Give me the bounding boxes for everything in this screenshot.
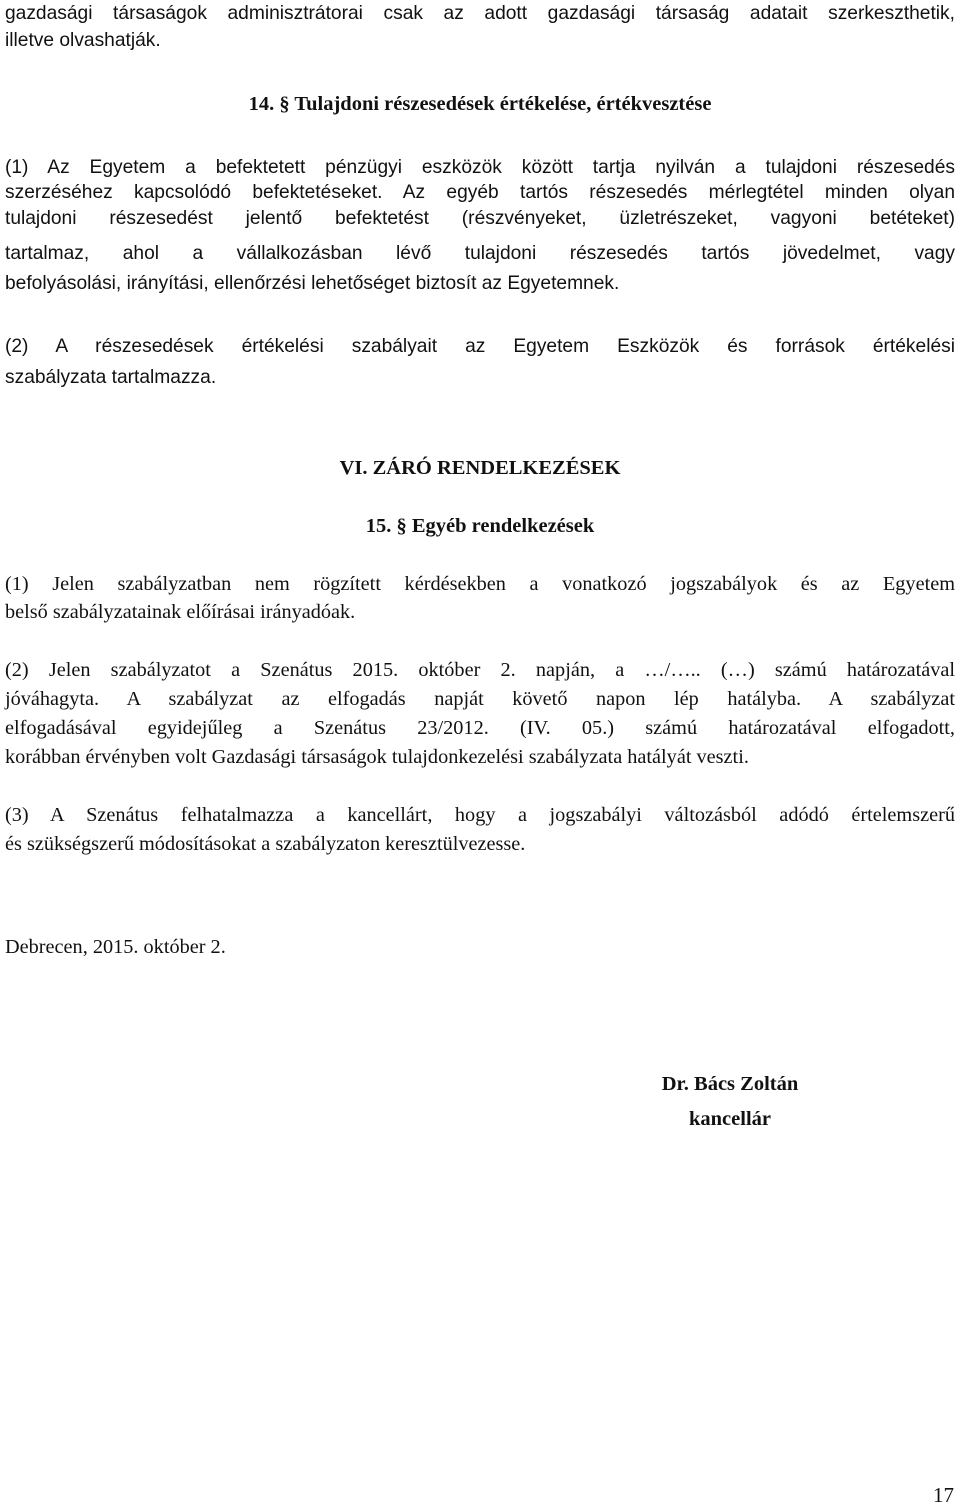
signatory-title: kancellár	[689, 1108, 771, 1130]
section-14-para-1-line-3: tulajdoni részesedést jelentő befektetést (részvényeket, üzletrészeket, vagyoni betéteket)	[5, 208, 955, 229]
section-14-para-1-line-4: tartalmaz, ahol a vállalkozásban lévő tulajdoni részesedés tartós jövedelmet, vagy	[5, 243, 955, 264]
section-14-para-2-line-1: (2) A részesedések értékelési szabályait az Egyetem Eszközök és források értékelési	[5, 336, 955, 357]
page-number: 17	[933, 1483, 954, 1507]
section-14-para-1-line-2: szerzéséhez kapcsolódó befektetéseket. Az egyéb tartós részesedés mérlegtétel minden olyan	[5, 182, 955, 203]
top-fragment-line-2: illetve olvashatják.	[5, 30, 161, 51]
section-14-para-1-line-5: befolyásolási, irányítási, ellenőrzési lehetőséget biztosít az Egyetemnek.	[5, 273, 620, 294]
section-15-para-3-line-1: (3) A Szenátus felhatalmazza a kancellárt, hogy a jogszabályi változásból adódó értelemszerű	[5, 804, 955, 826]
section-15-para-2-line-4: korábban érvényben volt Gazdasági társaságok tulajdonkezelési szabályzata hatályát veszti.	[5, 746, 749, 768]
section-15-para-1-line-2: belső szabályzatainak előírásai irányadóak.	[5, 601, 356, 623]
section-14-para-1-line-1: (1) Az Egyetem a befektetett pénzügyi eszközök között tartja nyilván a tulajdoni részesedés	[5, 157, 955, 178]
section-15-para-1-line-1: (1) Jelen szabályzatban nem rögzített kérdésekben a vonatkozó jogszabályok és az Egyetem	[5, 573, 955, 595]
chapter-title: VI. ZÁRÓ RENDELKEZÉSEK	[339, 457, 621, 479]
signatory-name: Dr. Bács Zoltán	[661, 1073, 799, 1095]
place-and-date: Debrecen, 2015. október 2.	[5, 936, 226, 958]
section-15-para-2-line-1: (2) Jelen szabályzatot a Szenátus 2015. október 2. napján, a …/….. (…) számú határozatával	[5, 659, 955, 681]
section-14-para-2-line-2: szabályzata tartalmazza.	[5, 367, 217, 388]
section-15-para-3-line-2: és szükségszerű módosításokat a szabályzaton keresztülvezesse.	[5, 833, 526, 855]
section-15-heading: 15. § Egyéb rendelkezések	[365, 515, 595, 537]
section-14-heading: 14. § Tulajdoni részesedések értékelése, értékvesztése	[248, 93, 712, 115]
section-15-para-2-line-2: jóváhagyta. A szabályzat az elfogadás napját követő napon lép hatályba. A szabályzat	[5, 688, 955, 710]
section-15-para-2-line-3: elfogadásával egyidejűleg a Szenátus 23/2012. (IV. 05.) számú határozatával elfogadott,	[5, 717, 955, 739]
top-fragment-line-1: gazdasági társaságok adminisztrátorai csak az adott gazdasági társaság adatait szerkeszthetik,	[5, 3, 955, 24]
